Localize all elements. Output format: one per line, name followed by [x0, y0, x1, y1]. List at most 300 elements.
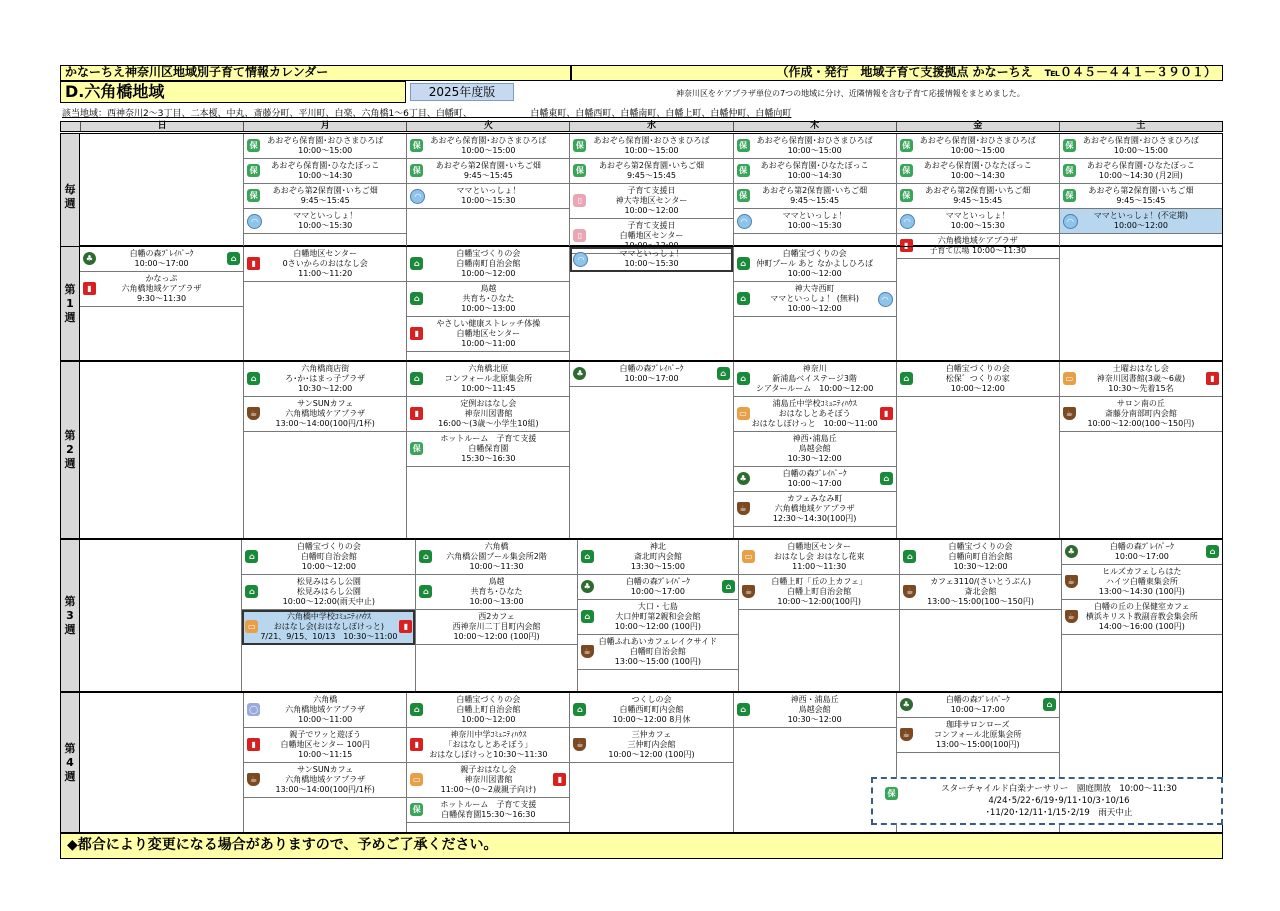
home-icon: ⌂: [410, 257, 423, 270]
garden-open-notice: [871, 777, 1223, 825]
calendar-title: かなーちえ神奈川区地域別子育て情報カレンダー: [65, 65, 329, 79]
event-line: 10:00～17:00: [1114, 552, 1169, 561]
event-line: 10:00～13:00: [469, 597, 524, 606]
event-line: 六角橋公園プール集会所2階: [446, 552, 547, 561]
event-line: 9:30～11:30: [137, 294, 187, 303]
event-item: [734, 209, 896, 234]
hoiku-icon: 保: [900, 139, 913, 152]
event-line: あおぞら第2保育園･いちご畑: [925, 186, 1031, 195]
event-line: あおぞら保育園･おひさまひろば: [756, 136, 873, 145]
day-cell-土: [1061, 540, 1222, 691]
event-item: [897, 718, 1059, 753]
event-line: 13:00～14:00(100円/1杯): [275, 785, 375, 794]
event-item: [734, 397, 896, 432]
cafe-icon: ☕: [1065, 575, 1078, 588]
day-cell-日: [80, 362, 243, 538]
event-item: [407, 397, 569, 432]
hoiku-icon: 保: [247, 189, 260, 202]
event-line: おはなし会(おはなしぽけっと): [273, 622, 384, 631]
day-cell-水: [577, 540, 738, 691]
day-cell-木: [733, 134, 896, 259]
event-line: 西2カフェ: [478, 612, 515, 621]
event-line: 12:30～14:30(100円): [772, 514, 857, 523]
tree-icon: ♣: [83, 252, 96, 265]
hoiku-icon: 保: [737, 139, 750, 152]
week-label: 第 4 週: [61, 693, 80, 832]
event-line: あおぞら第2保育園･いちご畑: [762, 186, 868, 195]
home-icon: ⌂: [245, 585, 258, 598]
event-line: 子育て広場 10:00～11:30: [929, 246, 1027, 255]
event-line: 10:00～12:00: [624, 206, 679, 215]
event-line: 10:00～15:00: [1113, 146, 1168, 155]
day-cell-日: [80, 540, 241, 691]
book-icon: ▭: [410, 773, 423, 786]
event-line: あおぞら第2保育園･いちご畑: [435, 161, 541, 170]
event-line: 白幡保育園: [468, 444, 509, 453]
event-item: [1060, 159, 1222, 184]
event-line: 白幡町自治会館: [300, 552, 357, 561]
event-line: 白幡の丘の上保健室カフェ: [1094, 602, 1190, 611]
year-badge: [410, 83, 514, 101]
hoiku-icon: 保: [410, 139, 423, 152]
event-item: [244, 134, 406, 159]
day-cell-木: [733, 362, 896, 538]
day-cell-金: [896, 134, 1059, 259]
event-line: 13:30～15:00: [630, 562, 685, 571]
event-line: 10:00～15:00: [461, 146, 516, 155]
cafe-icon: ☕: [742, 585, 755, 598]
pink-icon: ▯: [573, 194, 586, 207]
event-line: 白幡の森ﾌﾟﾚｲﾊﾟｰｸ: [945, 695, 1010, 704]
event-line: 10:00～15:00: [298, 146, 353, 155]
event-line: 六角橋地域ケアプラザ: [285, 705, 366, 714]
event-line: あおぞら第2保育園･いちご畑: [598, 161, 705, 170]
event-item: [1060, 134, 1222, 159]
event-item: [1060, 397, 1222, 432]
home-icon: ⌂: [573, 703, 586, 716]
week-label: 第 1 週: [61, 247, 80, 360]
event-item: [734, 693, 896, 728]
event-line: 共育ち･ひなた: [470, 587, 523, 596]
event-line: 10:00～13:00: [461, 304, 516, 313]
event-item: [734, 159, 896, 184]
coverage-area: 該当地域：西神奈川2～3丁目、二本榎、中丸、斎藤分町、平川町、白楽、六角橋1～6丁目、白幡町、 白幡東町、白幡西町、白幡南町、白幡上町、白幡仲町、白幡向町: [62, 109, 792, 118]
event-item: [570, 362, 732, 387]
event-line: 10:00～12:00 8月休: [612, 715, 691, 724]
event-line: 神奈川図書館: [464, 775, 513, 784]
event-line: 松保゛つくりの家: [945, 374, 1010, 383]
event-line: 白幡町自治会館: [629, 647, 686, 656]
event-line: 斎北会館: [964, 587, 997, 596]
event-line: 六角橋地域ケアプラザ: [937, 236, 1018, 245]
description: 神奈川区をケアプラザ単位の7つの地域に分け、近隣情報を含む子育て応援情報をまとめました。: [676, 89, 1025, 98]
hoiku-icon: 保: [1063, 189, 1076, 202]
event-item: [570, 159, 732, 184]
event-line: 神奈川中学ｺﾐｭﾆﾃｨﾊｳｽ: [450, 730, 527, 739]
event-item: [407, 159, 569, 184]
event-line: 「おはなしとあそぼう」: [444, 740, 533, 749]
event-item: [407, 362, 569, 397]
event-line: かなっぷ: [145, 274, 178, 283]
event-item: [570, 134, 732, 159]
home-icon: ⌂: [581, 550, 594, 563]
day-cell-日: [80, 693, 243, 832]
tree-icon: ♣: [581, 580, 594, 593]
day-cell-水: [569, 693, 732, 832]
event-line: 10:00～11:30: [469, 562, 524, 571]
event-line: 10:30～12:00: [953, 562, 1008, 571]
event-line: 10:30～12:00: [787, 715, 842, 724]
event-item: [897, 159, 1059, 184]
event-line: 大口・七島: [637, 602, 678, 611]
event-line: 白幡南町自治会館: [456, 259, 521, 268]
event-line: あおぞら保育園･おひさまひろば: [267, 136, 384, 145]
area-name-box: [60, 81, 406, 103]
event-line: 10:00～12:00: [1113, 221, 1168, 230]
event-line: 白幡の森ﾌﾟﾚｲﾊﾟｰｸ: [782, 469, 847, 478]
event-item: [1062, 540, 1222, 565]
event-item: [739, 575, 899, 610]
event-item: [1060, 209, 1222, 234]
event-line: 六角橋北原: [468, 364, 509, 373]
cafe-icon: ☕: [1065, 610, 1078, 623]
event-line: 白幡地区センター: [619, 231, 684, 240]
day-cell-土: [1059, 134, 1222, 259]
event-line: 10:00～12:00: [461, 269, 516, 278]
event-item: [244, 693, 406, 728]
event-line: 神北: [649, 542, 666, 551]
home-icon: ⌂: [227, 252, 240, 265]
event-item: [897, 693, 1059, 718]
event-line: カフェみなみ町: [786, 494, 843, 503]
event-line: サンSUNカフェ: [297, 399, 354, 408]
cafe-icon: ☕: [247, 407, 260, 420]
home-icon: ⌂: [1206, 545, 1219, 558]
event-item: [244, 159, 406, 184]
event-line: 白幡の森ﾌﾟﾚｲﾊﾟｰｸ: [625, 577, 690, 586]
event-line: あおぞら保育園･ひなたぼっこ: [1086, 161, 1195, 170]
mama-icon: ◠: [900, 214, 915, 229]
footer-note: [60, 833, 1223, 859]
event-line: 松見みはらし公園: [296, 587, 361, 596]
area-name: D.六角橋地域: [65, 82, 165, 101]
event-line: 10:00～12:00: [950, 384, 1005, 393]
event-line: ママといっしょ！: [456, 186, 521, 195]
event-line: 六角橋地域ケアプラザ: [285, 409, 366, 418]
event-line: 三仲町内会館: [627, 740, 676, 749]
event-item: [734, 247, 896, 282]
home-icon: ⌂: [419, 585, 432, 598]
event-item: [407, 798, 569, 823]
event-line: 10:00～12:00: [624, 241, 679, 250]
event-line: 10:00～14:30 (月2回): [1098, 171, 1183, 180]
event-line: 白幡宝づくりの会: [948, 542, 1013, 551]
event-line: あおぞら保育園･おひさまひろば: [1082, 136, 1199, 145]
event-line: 10:30～先着15名: [1108, 384, 1174, 393]
hoiku-icon: 保: [410, 803, 423, 816]
home-icon: ⌂: [581, 610, 594, 623]
event-item: [734, 467, 896, 492]
event-item: [244, 763, 406, 798]
hoiku-icon: 保: [247, 164, 260, 177]
event-line: 鳥越: [480, 284, 497, 293]
weekday-header: [60, 121, 1223, 132]
event-line: 白幡地区センター: [787, 542, 852, 551]
event-item: [244, 397, 406, 432]
mama-icon: ◠: [573, 252, 588, 267]
event-item: [244, 247, 406, 282]
event-item: [407, 728, 569, 763]
event-line: 鳥越会館: [798, 705, 831, 714]
event-line: 16:00～(3歳～小学生10組): [438, 419, 539, 428]
event-item: [1060, 184, 1222, 209]
weekday-2: 月: [243, 122, 406, 131]
event-line: あおぞら保育園･おひさまひろば: [593, 136, 710, 145]
home-icon: ⌂: [419, 550, 432, 563]
year-label: 2025年度版: [428, 85, 496, 99]
event-line: 定例おはなし会: [460, 399, 517, 408]
home-icon: ⌂: [1043, 698, 1056, 711]
event-item: [900, 575, 1060, 610]
day-cell-火: [415, 540, 576, 691]
event-item: [407, 432, 569, 467]
week-band-2: [60, 361, 1223, 539]
book-icon: ▭: [245, 620, 258, 633]
hoiku-icon: 保: [410, 442, 423, 455]
event-line: 神大寺地区センター: [615, 196, 688, 205]
event-line: 白幡地区センター: [293, 249, 358, 258]
event-item: [407, 134, 569, 159]
event-line: 神奈川図書館(3歳～6歳): [1096, 374, 1186, 383]
event-line: 10:00～15:00: [624, 146, 679, 155]
event-line: 白幡の森ﾌﾟﾚｲﾊﾟｰｸ: [1109, 542, 1174, 551]
event-line: シアタールーム 10:00～12:00: [755, 384, 874, 393]
event-line: 白幡上町自治会館: [787, 587, 852, 596]
event-line: あおぞら保育園･ひなたぼっこ: [760, 161, 869, 170]
event-line: 10:00～12:00: [301, 562, 356, 571]
red-icon: ▮: [247, 257, 260, 270]
event-line: 白幡宝づくりの会: [456, 695, 521, 704]
event-line: ヒルズカフェしらはた: [1102, 567, 1182, 576]
event-line: カフェ3110/(さいとうぶん): [930, 577, 1031, 586]
red-icon: ▮: [247, 738, 260, 751]
hoiku-icon: 保: [885, 787, 898, 800]
week-band-3: [60, 539, 1223, 692]
event-line: 斎北町内会館: [633, 552, 682, 561]
day-cell-月: [243, 247, 406, 360]
event-line: 9:45～15:45: [953, 196, 1003, 205]
event-line: つくしの会: [631, 695, 672, 704]
event-line: 10:00～14:30: [787, 171, 842, 180]
event-line: ママといっしょ！: [945, 211, 1010, 220]
event-item: [407, 763, 569, 798]
event-item: [570, 247, 732, 272]
event-item: [734, 184, 896, 209]
event-line: 白幡地区センター: [456, 329, 521, 338]
publisher-bar: [571, 65, 1223, 81]
event-line: 9:45～15:45: [626, 171, 676, 180]
week-label: 第 2 週: [61, 362, 80, 538]
event-item: [407, 247, 569, 282]
event-line: ホットルーム 子育て支援: [440, 800, 537, 809]
event-item: [734, 492, 896, 527]
book-icon: ▭: [737, 407, 750, 420]
event-line: 13:00～15:00 (100円): [614, 657, 701, 666]
day-cell-水: [569, 362, 732, 538]
event-line: 11:00～11:20: [298, 269, 353, 278]
event-item: [897, 209, 1059, 234]
home-icon: ⌂: [410, 703, 423, 716]
event-line: 共育ち･ひなた: [462, 294, 515, 303]
event-line: ママといっしょ！: [619, 249, 684, 258]
event-line: 9:45～15:45: [790, 196, 840, 205]
event-line: あおぞら保育園･ひなたぼっこ: [923, 161, 1032, 170]
event-item: [1062, 565, 1222, 600]
home-icon: ⌂: [737, 292, 750, 305]
red-icon: ▮: [83, 282, 96, 295]
tree-icon: ♣: [737, 472, 750, 485]
event-line: 10:00～12:00(100円): [777, 597, 861, 606]
event-line: 11:00～(0～2歳親子向け): [440, 785, 537, 794]
day-cell-水: [569, 247, 732, 360]
event-item: [80, 272, 243, 307]
event-line: 10:00～17:00: [624, 374, 679, 383]
event-line: 新浦島ベイステージ3階: [772, 374, 857, 383]
weekday-7: 土: [1059, 122, 1222, 131]
event-line: 神奈川: [802, 364, 827, 373]
event-line: 9:45～15:45: [463, 171, 513, 180]
event-line: ホットルーム 子育て支援: [440, 434, 537, 443]
home-icon: ⌂: [737, 703, 750, 716]
publisher-info: （作成・発行 地域子育て支援拠点 かなーちえ ℡０４５－４４１－３９０１）: [776, 65, 1216, 79]
event-item: [1060, 362, 1222, 397]
event-line: 13:00～15:00(100円): [935, 740, 1020, 749]
day-cell-水: [569, 134, 732, 259]
weekday-5: 木: [733, 122, 896, 131]
event-line: コンフォール北原集会所: [444, 374, 533, 383]
hoiku-icon: 保: [247, 139, 260, 152]
event-line: 六角橋地域ケアプラザ: [285, 775, 366, 784]
event-line: 白幡の森ﾌﾟﾚｲﾊﾟｰｸ: [129, 249, 194, 258]
day-cell-火: [406, 693, 569, 832]
event-line: 六角橋商店街: [301, 364, 350, 373]
event-line: 白幡上町自治会館: [456, 705, 521, 714]
event-line: 10:30～12:00: [298, 384, 353, 393]
red-icon: ▮: [1206, 372, 1219, 385]
event-line: 10:00～12:00: [787, 269, 842, 278]
event-item: [242, 575, 415, 610]
baby-icon: ◯: [247, 703, 260, 716]
home-icon: ⌂: [903, 550, 916, 563]
event-line: ママといっしょ！(不定期): [1093, 211, 1189, 220]
event-line: おはなしぽけっと 10:00～11:00: [751, 419, 878, 428]
event-line: 白幡宝づくりの会: [945, 364, 1010, 373]
event-line: 10:00～17:00: [630, 587, 685, 596]
event-item: [407, 693, 569, 728]
mama-icon: ◠: [878, 292, 893, 307]
tree-icon: ♣: [900, 698, 913, 711]
event-item: [244, 362, 406, 397]
event-line: おはなしぽけっと10:30～11:30: [429, 750, 548, 759]
red-icon: ▮: [410, 738, 423, 751]
event-line: あおぞら保育園･おひさまひろば: [919, 136, 1036, 145]
day-cell-木: [733, 247, 896, 360]
home-icon: ⌂: [247, 372, 260, 385]
calendar-title-bar: [60, 65, 571, 81]
event-item: [416, 540, 576, 575]
event-line: 10:00～14:30: [950, 171, 1005, 180]
event-line: おはなし会 おはなし花束: [773, 552, 865, 561]
red-icon: ▮: [880, 407, 893, 420]
event-line: 10:30～12:00: [787, 454, 842, 463]
event-line: 鳥越会館: [798, 444, 831, 453]
event-line: 10:00～17:00: [787, 479, 842, 488]
event-line: 珈琲サロンローズ: [945, 720, 1010, 729]
event-item: [244, 728, 406, 763]
event-line: 10:00～12:00: [787, 304, 842, 313]
event-line: 10:00～12:00 (100円): [453, 632, 540, 641]
event-item: [897, 134, 1059, 159]
home-icon: ⌂: [880, 472, 893, 485]
event-line: 10:00～11:15: [298, 750, 353, 759]
book-icon: ▭: [742, 550, 755, 563]
event-line: 仲町プール あと なかよしひろば: [756, 259, 873, 268]
hoiku-icon: 保: [737, 164, 750, 177]
event-line: あおぞら第2保育園･いちご畑: [1088, 186, 1194, 195]
hoiku-icon: 保: [573, 139, 586, 152]
event-item: [407, 317, 569, 352]
day-cell-金: [896, 247, 1059, 360]
event-item: [570, 184, 732, 219]
event-line: 親子でワッと遊ぼう: [289, 730, 362, 739]
event-line: ろ･か･はまっ子プラザ: [285, 374, 366, 383]
event-line: 神西･浦島丘: [792, 434, 837, 443]
red-icon: ▮: [399, 620, 412, 633]
event-line: サロン南の丘: [1116, 399, 1165, 408]
home-icon: ⌂: [717, 367, 730, 380]
weekday-6: 金: [896, 122, 1059, 131]
event-line: 白幡宝づくりの会: [782, 249, 847, 258]
event-line: 0さいからのおはなし会: [282, 259, 368, 268]
corner-cell: [61, 122, 80, 131]
event-line: 11:00～11:30: [792, 562, 847, 571]
event-line: 10:00～11:00: [461, 339, 516, 348]
cafe-icon: ☕: [1063, 407, 1076, 420]
event-item: [900, 540, 1060, 575]
notice-dates-2: ･11/20･12/11･1/15･2/19 雨天中止: [985, 808, 1133, 818]
pink-icon: ▯: [573, 229, 586, 242]
event-item: [570, 728, 732, 763]
event-line: 9:45～15:45: [1116, 196, 1166, 205]
event-line: 神大寺西町: [794, 284, 835, 293]
day-cell-金: [899, 540, 1060, 691]
event-line: 大口仲町第2親和会会館: [615, 612, 701, 621]
event-line: 10:00～17:00: [950, 705, 1005, 714]
event-line: 神奈川図書館: [464, 409, 513, 418]
weekday-1: 日: [80, 122, 243, 131]
event-line: 神西・浦島丘: [790, 695, 839, 704]
home-icon: ⌂: [900, 372, 913, 385]
event-line: 14:00～16:00 (100円): [1098, 622, 1185, 631]
cafe-icon: ☕: [247, 773, 260, 786]
event-line: 10:00～12:00 (100円): [608, 750, 695, 759]
event-line: 松見みはらし公園: [296, 577, 361, 586]
event-line: 7/21、9/15、10/13 10:30～11:00: [260, 632, 398, 641]
book-icon: ▭: [1063, 372, 1076, 385]
event-item: [734, 134, 896, 159]
weekday-4: 水: [569, 122, 732, 131]
event-line: 15:30～16:30: [461, 454, 516, 463]
